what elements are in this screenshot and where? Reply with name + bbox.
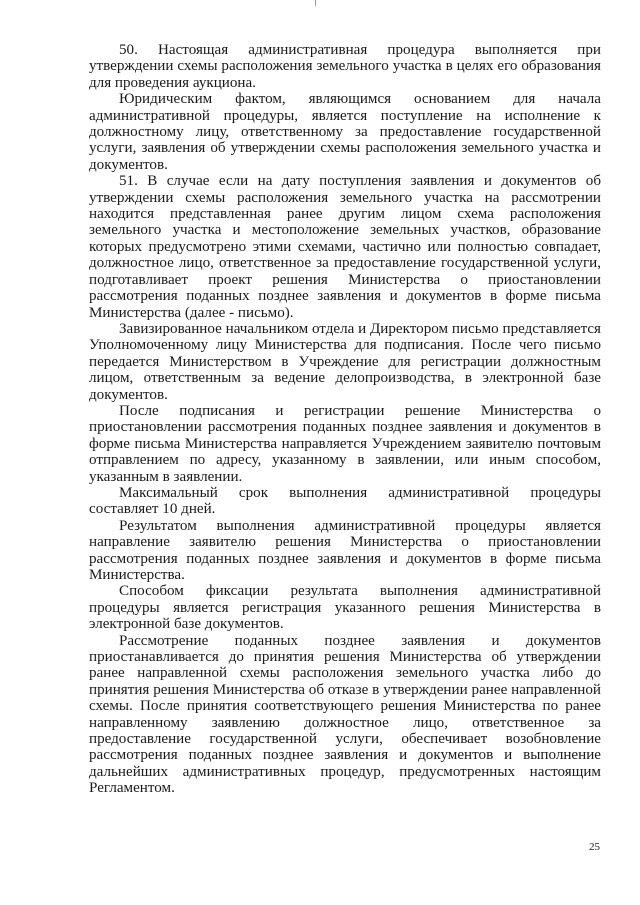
paragraph-max-term: Максимальный срок выполнения административной процедуры составляет 10 дней. bbox=[89, 484, 601, 518]
paragraph-51: 51. В случае если на дату поступления заявления и документов об утверждении схемы расположения земельного участка на рассмотрении находится представленная ранее другим лицом схема расположения земельного участка и местоположение земельных участков, образование которых предусмотрено этими схемами, частично или полностью совпадает, должностное лицо, ответственное за предоставление государственной услуги, подготавливает проект решения Министерства о приостановлении рассмотрения поданных позднее заявления и документов в форме письма Министерства (далее - письмо). bbox=[89, 173, 601, 321]
paragraph-fixation: Способом фиксации результата выполнения административной процедуры является регистрация указанного решения Министерства в электронной базе документов. bbox=[89, 583, 601, 633]
page-number: 25 bbox=[589, 841, 600, 853]
scan-edge-mark bbox=[315, 0, 316, 6]
paragraph-50: 50. Настоящая административная процедура выполняется при утверждении схемы расположения земельного участка в целях его образования для проведения аукциона. bbox=[89, 42, 601, 91]
paragraph-suspension: Рассмотрение поданных позднее заявления и документов приостанавливается до принятия решения Министерства об утверждении ранее направленной схемы расположения земельного участка либо до принятия решения Министерства об отказе в утверждении ранее направленной схемы. После принятия соответствующего решения Министерства по ранее направленному заявлению должностное лицо, ответственное за предоставление государственной услуги, обеспечивает возобновление рассмотрения поданных позднее заявления и документов и выполнение дальнейших административных процедур, предусмотренных настоящим Регламентом. bbox=[89, 632, 601, 797]
paragraph-letter-signing: Завизированное начальником отдела и Директором письмо представляется Уполномоченному лицу Министерства для подписания. После чего письмо передается Министерством в Учреждение для регистрации должностным лицом, ответственным за ведение делопроизводства, в электронной базе документов. bbox=[89, 320, 601, 403]
paragraph-legal-fact: Юридическим фактом, являющимся основанием для начала административной процедуры, является поступление на исполнение к должностному лицу, ответственному за предоставление государственной услуги, заявления об утверждении схемы расположения земельного участка и документов. bbox=[89, 91, 601, 173]
paragraph-result: Результатом выполнения административной процедуры является направление заявителю решения Министерства о приостановлении рассмотрения поданных позднее заявления и документов в форме письма Министерства. bbox=[89, 517, 601, 583]
document-body bbox=[89, 42, 601, 797]
paragraph-letter-sending: После подписания и регистрации решение Министерства о приостановлении рассмотрения поданных позднее заявления и документов в форме письма Министерства направляется Учреждением заявителю почтовым отправлением по адресу, указанному в заявлении, или иным способом, указанным в заявлении. bbox=[89, 402, 601, 485]
